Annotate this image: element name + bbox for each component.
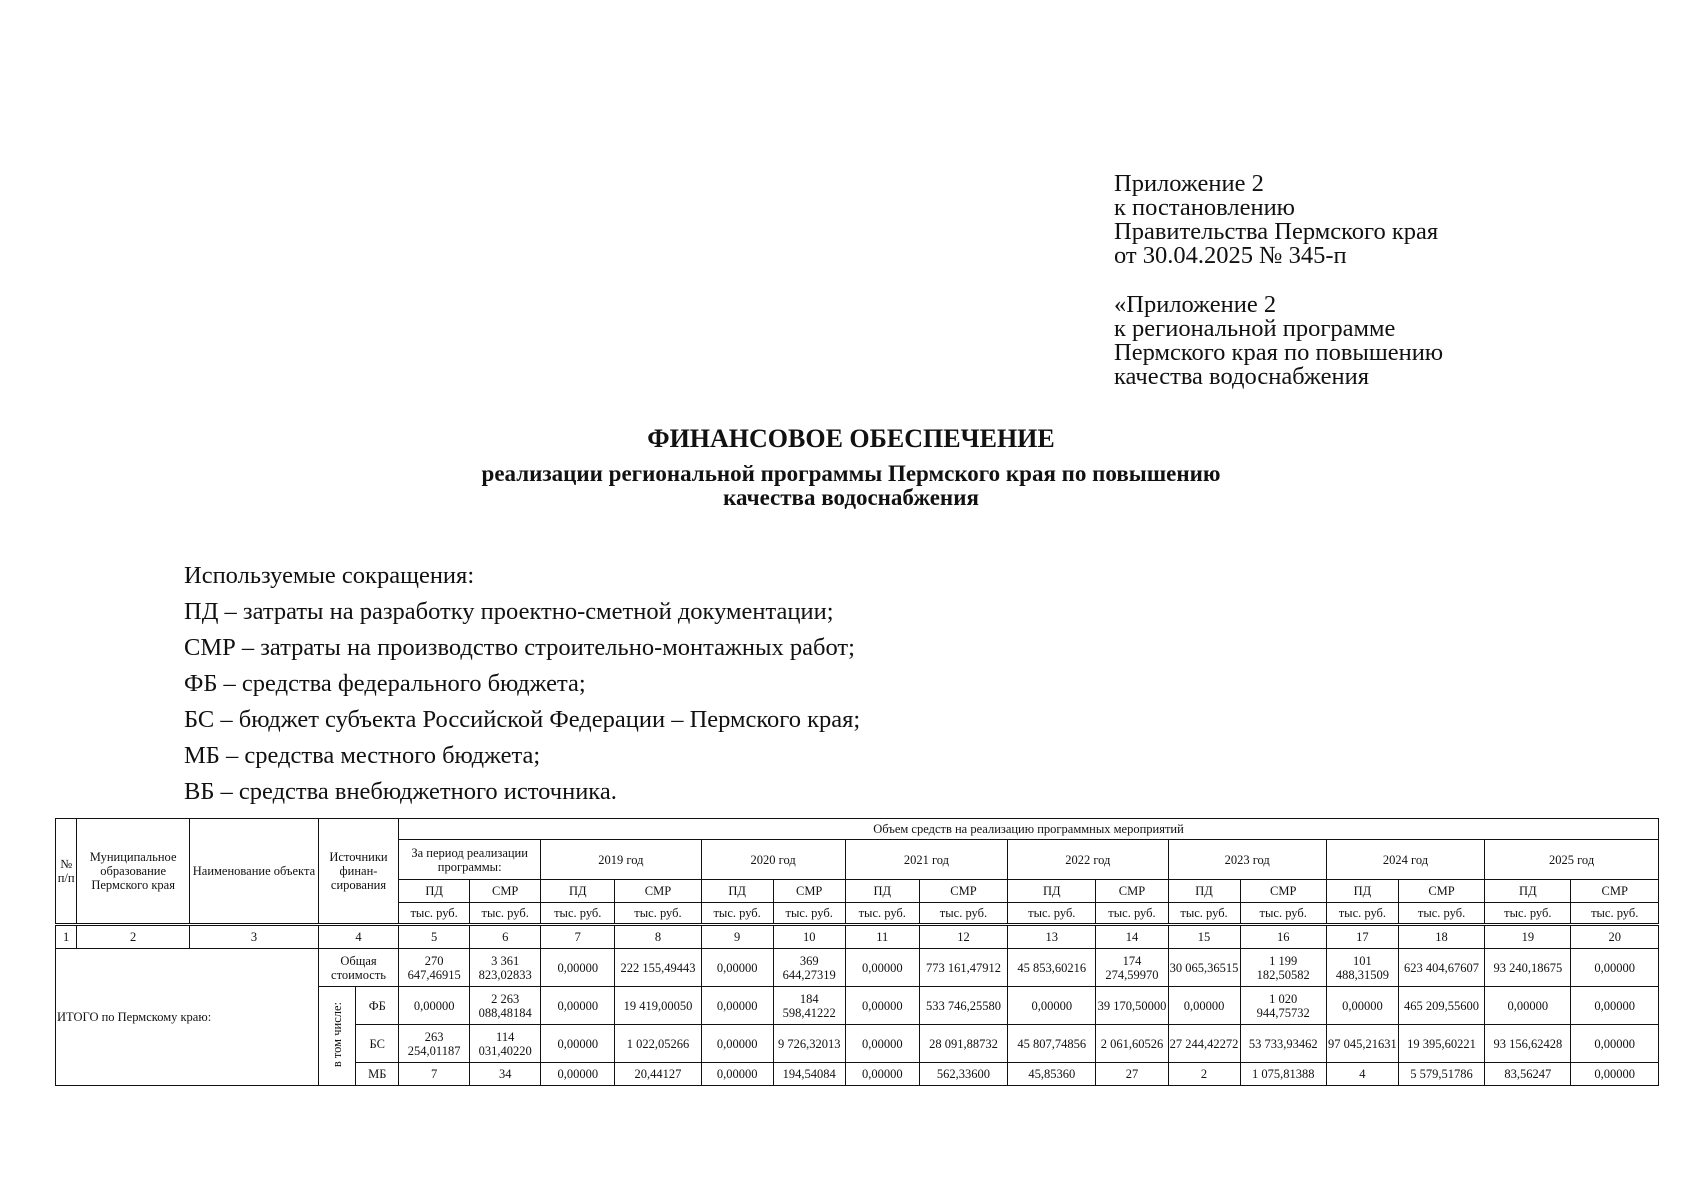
spacer [1114, 268, 1443, 293]
header-unit: тыс. руб. [1096, 903, 1168, 925]
value-cell: 45 807,74856 [1008, 1025, 1096, 1063]
value-cell: 0,00000 [845, 1025, 919, 1063]
value-cell: 0,00000 [701, 1063, 773, 1086]
appendix-line: Правительства Пермского края [1114, 218, 1439, 245]
column-number: 4 [318, 925, 398, 949]
column-number: 17 [1326, 925, 1398, 949]
header-year: 2024 год [1326, 840, 1484, 880]
value-cell: 19 419,00050 [615, 987, 701, 1025]
value-cell: 0,00000 [1008, 987, 1096, 1025]
column-number: 7 [541, 925, 615, 949]
value-cell: 0,00000 [1571, 949, 1659, 987]
in-that-number-cell [318, 987, 356, 1086]
value-cell: 263 254,01187 [399, 1025, 470, 1063]
value-cell: 93 240,18675 [1485, 949, 1571, 987]
value-cell: 30 065,36515 [1168, 949, 1240, 987]
header-smr: СМР [919, 880, 1007, 903]
header-period: За период реализации программы: [399, 840, 541, 880]
header-pd: ПД [701, 880, 773, 903]
value-cell: 1 199 182,50582 [1240, 949, 1326, 987]
header-unit: тыс. руб. [1571, 903, 1659, 925]
abbreviation-item: БС – бюджет субъекта Российской Федерации – Пермского края; [184, 706, 861, 733]
column-number: 11 [845, 925, 919, 949]
header-pd: ПД [1485, 880, 1571, 903]
appendix-line: «Приложение 2 [1114, 291, 1277, 318]
value-cell: 0,00000 [845, 949, 919, 987]
value-cell: 174 274,59970 [1096, 949, 1168, 987]
header-smr: СМР [1096, 880, 1168, 903]
value-cell: 1 020 944,75732 [1240, 987, 1326, 1025]
value-cell: 0,00000 [541, 949, 615, 987]
header-unit: тыс. руб. [541, 903, 615, 925]
value-cell: 4 [1326, 1063, 1398, 1086]
value-cell: 2 263 088,48184 [470, 987, 541, 1025]
header-unit: тыс. руб. [701, 903, 773, 925]
value-cell: 28 091,88732 [919, 1025, 1007, 1063]
value-cell: 562,33600 [919, 1063, 1007, 1086]
value-cell: 101 488,31509 [1326, 949, 1398, 987]
column-number: 14 [1096, 925, 1168, 949]
subtitle-line: качества водоснабжения [723, 485, 979, 510]
header-unit: тыс. руб. [1485, 903, 1571, 925]
value-cell: 0,00000 [1326, 987, 1398, 1025]
value-cell: 5 579,51786 [1398, 1063, 1484, 1086]
source-label: БС [356, 1025, 399, 1063]
value-cell: 222 155,49443 [615, 949, 701, 987]
column-number: 16 [1240, 925, 1326, 949]
value-cell: 0,00000 [1571, 1025, 1659, 1063]
header-smr: СМР [470, 880, 541, 903]
source-label: ФБ [356, 987, 399, 1025]
financing-table [55, 818, 1659, 1086]
appendix-block [1114, 172, 1443, 389]
appendix-line: качества водоснабжения [1114, 363, 1370, 390]
table-row-total [56, 949, 1659, 987]
value-cell: 1 022,05266 [615, 1025, 701, 1063]
column-number: 9 [701, 925, 773, 949]
header-year: 2021 год [845, 840, 1007, 880]
source-label: Общая стоимость [318, 949, 398, 987]
column-number: 1 [56, 925, 77, 949]
value-cell: 19 395,60221 [1398, 1025, 1484, 1063]
column-number: 20 [1571, 925, 1659, 949]
header-volume: Объем средств на реализацию программных мероприятий [399, 819, 1659, 840]
appendix-line: к постановлению [1114, 194, 1295, 221]
column-number-row [56, 925, 1659, 949]
value-cell: 45,85360 [1008, 1063, 1096, 1086]
value-cell: 7 [399, 1063, 470, 1086]
source-label: МБ [356, 1063, 399, 1086]
appendix-line: Приложение 2 [1114, 170, 1264, 197]
header-row [56, 819, 1659, 840]
header-num: № п/п [56, 819, 77, 925]
value-cell: 3 361 823,02833 [470, 949, 541, 987]
header-pd: ПД [1326, 880, 1398, 903]
value-cell: 27 [1096, 1063, 1168, 1086]
header-unit: тыс. руб. [399, 903, 470, 925]
abbreviation-item: ФБ – средства федерального бюджета; [184, 670, 586, 697]
header-unit: тыс. руб. [919, 903, 1007, 925]
header-pd: ПД [1008, 880, 1096, 903]
value-cell: 0,00000 [845, 987, 919, 1025]
value-cell: 773 161,47912 [919, 949, 1007, 987]
value-cell: 20,44127 [615, 1063, 701, 1086]
in-that-number-label: в том числе: [330, 1001, 345, 1068]
abbreviations-block [184, 558, 860, 810]
value-cell: 9 726,32013 [773, 1025, 845, 1063]
header-smr: СМР [1240, 880, 1326, 903]
value-cell: 114 031,40220 [470, 1025, 541, 1063]
column-number: 5 [399, 925, 470, 949]
value-cell: 97 045,21631 [1326, 1025, 1398, 1063]
value-cell: 53 733,93462 [1240, 1025, 1326, 1063]
value-cell: 0,00000 [701, 949, 773, 987]
header-smr: СМР [615, 880, 701, 903]
subtitle-line: реализации региональной программы Пермского края по повышению [481, 461, 1221, 486]
value-cell: 0,00000 [541, 1063, 615, 1086]
column-number: 3 [189, 925, 318, 949]
header-sources: Источники финан-сирования [318, 819, 398, 925]
value-cell: 0,00000 [541, 1025, 615, 1063]
value-cell: 194,54084 [773, 1063, 845, 1086]
value-cell: 2 [1168, 1063, 1240, 1086]
value-cell: 34 [470, 1063, 541, 1086]
value-cell: 533 746,25580 [919, 987, 1007, 1025]
value-cell: 184 598,41222 [773, 987, 845, 1025]
header-smr: СМР [1398, 880, 1484, 903]
value-cell: 83,56247 [1485, 1063, 1571, 1086]
value-cell: 0,00000 [845, 1063, 919, 1086]
value-cell: 27 244,42272 [1168, 1025, 1240, 1063]
column-number: 15 [1168, 925, 1240, 949]
value-cell: 2 061,60526 [1096, 1025, 1168, 1063]
header-unit: тыс. руб. [845, 903, 919, 925]
column-number: 19 [1485, 925, 1571, 949]
value-cell: 0,00000 [701, 1025, 773, 1063]
value-cell: 0,00000 [1168, 987, 1240, 1025]
abbreviation-item: ПД – затраты на разработку проектно-сметной документации; [184, 598, 834, 625]
column-number: 6 [470, 925, 541, 949]
header-year: 2019 год [541, 840, 701, 880]
header-smr: СМР [773, 880, 845, 903]
document-title: ФИНАНСОВОЕ ОБЕСПЕЧЕНИЕ [647, 424, 1055, 453]
header-unit: тыс. руб. [470, 903, 541, 925]
header-pd: ПД [541, 880, 615, 903]
appendix-line: от 30.04.2025 № 345-п [1114, 242, 1347, 269]
column-number: 13 [1008, 925, 1096, 949]
header-unit: тыс. руб. [1326, 903, 1398, 925]
header-smr: СМР [1571, 880, 1659, 903]
appendix-line: к региональной программе [1114, 315, 1396, 342]
value-cell: 465 209,55600 [1398, 987, 1484, 1025]
header-object: Наименование объекта [189, 819, 318, 925]
value-cell: 0,00000 [1485, 987, 1571, 1025]
document-subtitle [0, 462, 1702, 510]
header-unit: тыс. руб. [1168, 903, 1240, 925]
header-pd: ПД [845, 880, 919, 903]
column-number: 2 [77, 925, 190, 949]
abbreviation-item: СМР – затраты на производство строительно-монтажных работ; [184, 634, 855, 661]
value-cell: 93 156,62428 [1485, 1025, 1571, 1063]
header-unit: тыс. руб. [1240, 903, 1326, 925]
header-unit: тыс. руб. [773, 903, 845, 925]
header-unit: тыс. руб. [1398, 903, 1484, 925]
appendix-line: Пермского края по повышению [1114, 339, 1444, 366]
header-year: 2023 год [1168, 840, 1326, 880]
header-unit: тыс. руб. [1008, 903, 1096, 925]
value-cell: 270 647,46915 [399, 949, 470, 987]
value-cell: 45 853,60216 [1008, 949, 1096, 987]
column-number: 8 [615, 925, 701, 949]
header-year: 2020 год [701, 840, 845, 880]
value-cell: 0,00000 [1571, 1063, 1659, 1086]
header-year: 2025 год [1485, 840, 1659, 880]
column-number: 10 [773, 925, 845, 949]
value-cell: 0,00000 [1571, 987, 1659, 1025]
value-cell: 0,00000 [399, 987, 470, 1025]
header-unit: тыс. руб. [615, 903, 701, 925]
value-cell: 0,00000 [541, 987, 615, 1025]
value-cell: 39 170,50000 [1096, 987, 1168, 1025]
header-pd: ПД [399, 880, 470, 903]
abbreviations-heading: Используемые сокращения: [184, 562, 475, 589]
header-year: 2022 год [1008, 840, 1168, 880]
value-cell: 623 404,67607 [1398, 949, 1484, 987]
column-number: 12 [919, 925, 1007, 949]
value-cell: 0,00000 [701, 987, 773, 1025]
abbreviation-item: ВБ – средства внебюджетного источника. [184, 778, 617, 805]
value-cell: 1 075,81388 [1240, 1063, 1326, 1086]
header-municipality: Муниципальное образование Пермского края [77, 819, 190, 925]
total-label: ИТОГО по Пермскому краю: [56, 949, 319, 1086]
abbreviation-item: МБ – средства местного бюджета; [184, 742, 541, 769]
column-number: 18 [1398, 925, 1484, 949]
header-pd: ПД [1168, 880, 1240, 903]
value-cell: 369 644,27319 [773, 949, 845, 987]
